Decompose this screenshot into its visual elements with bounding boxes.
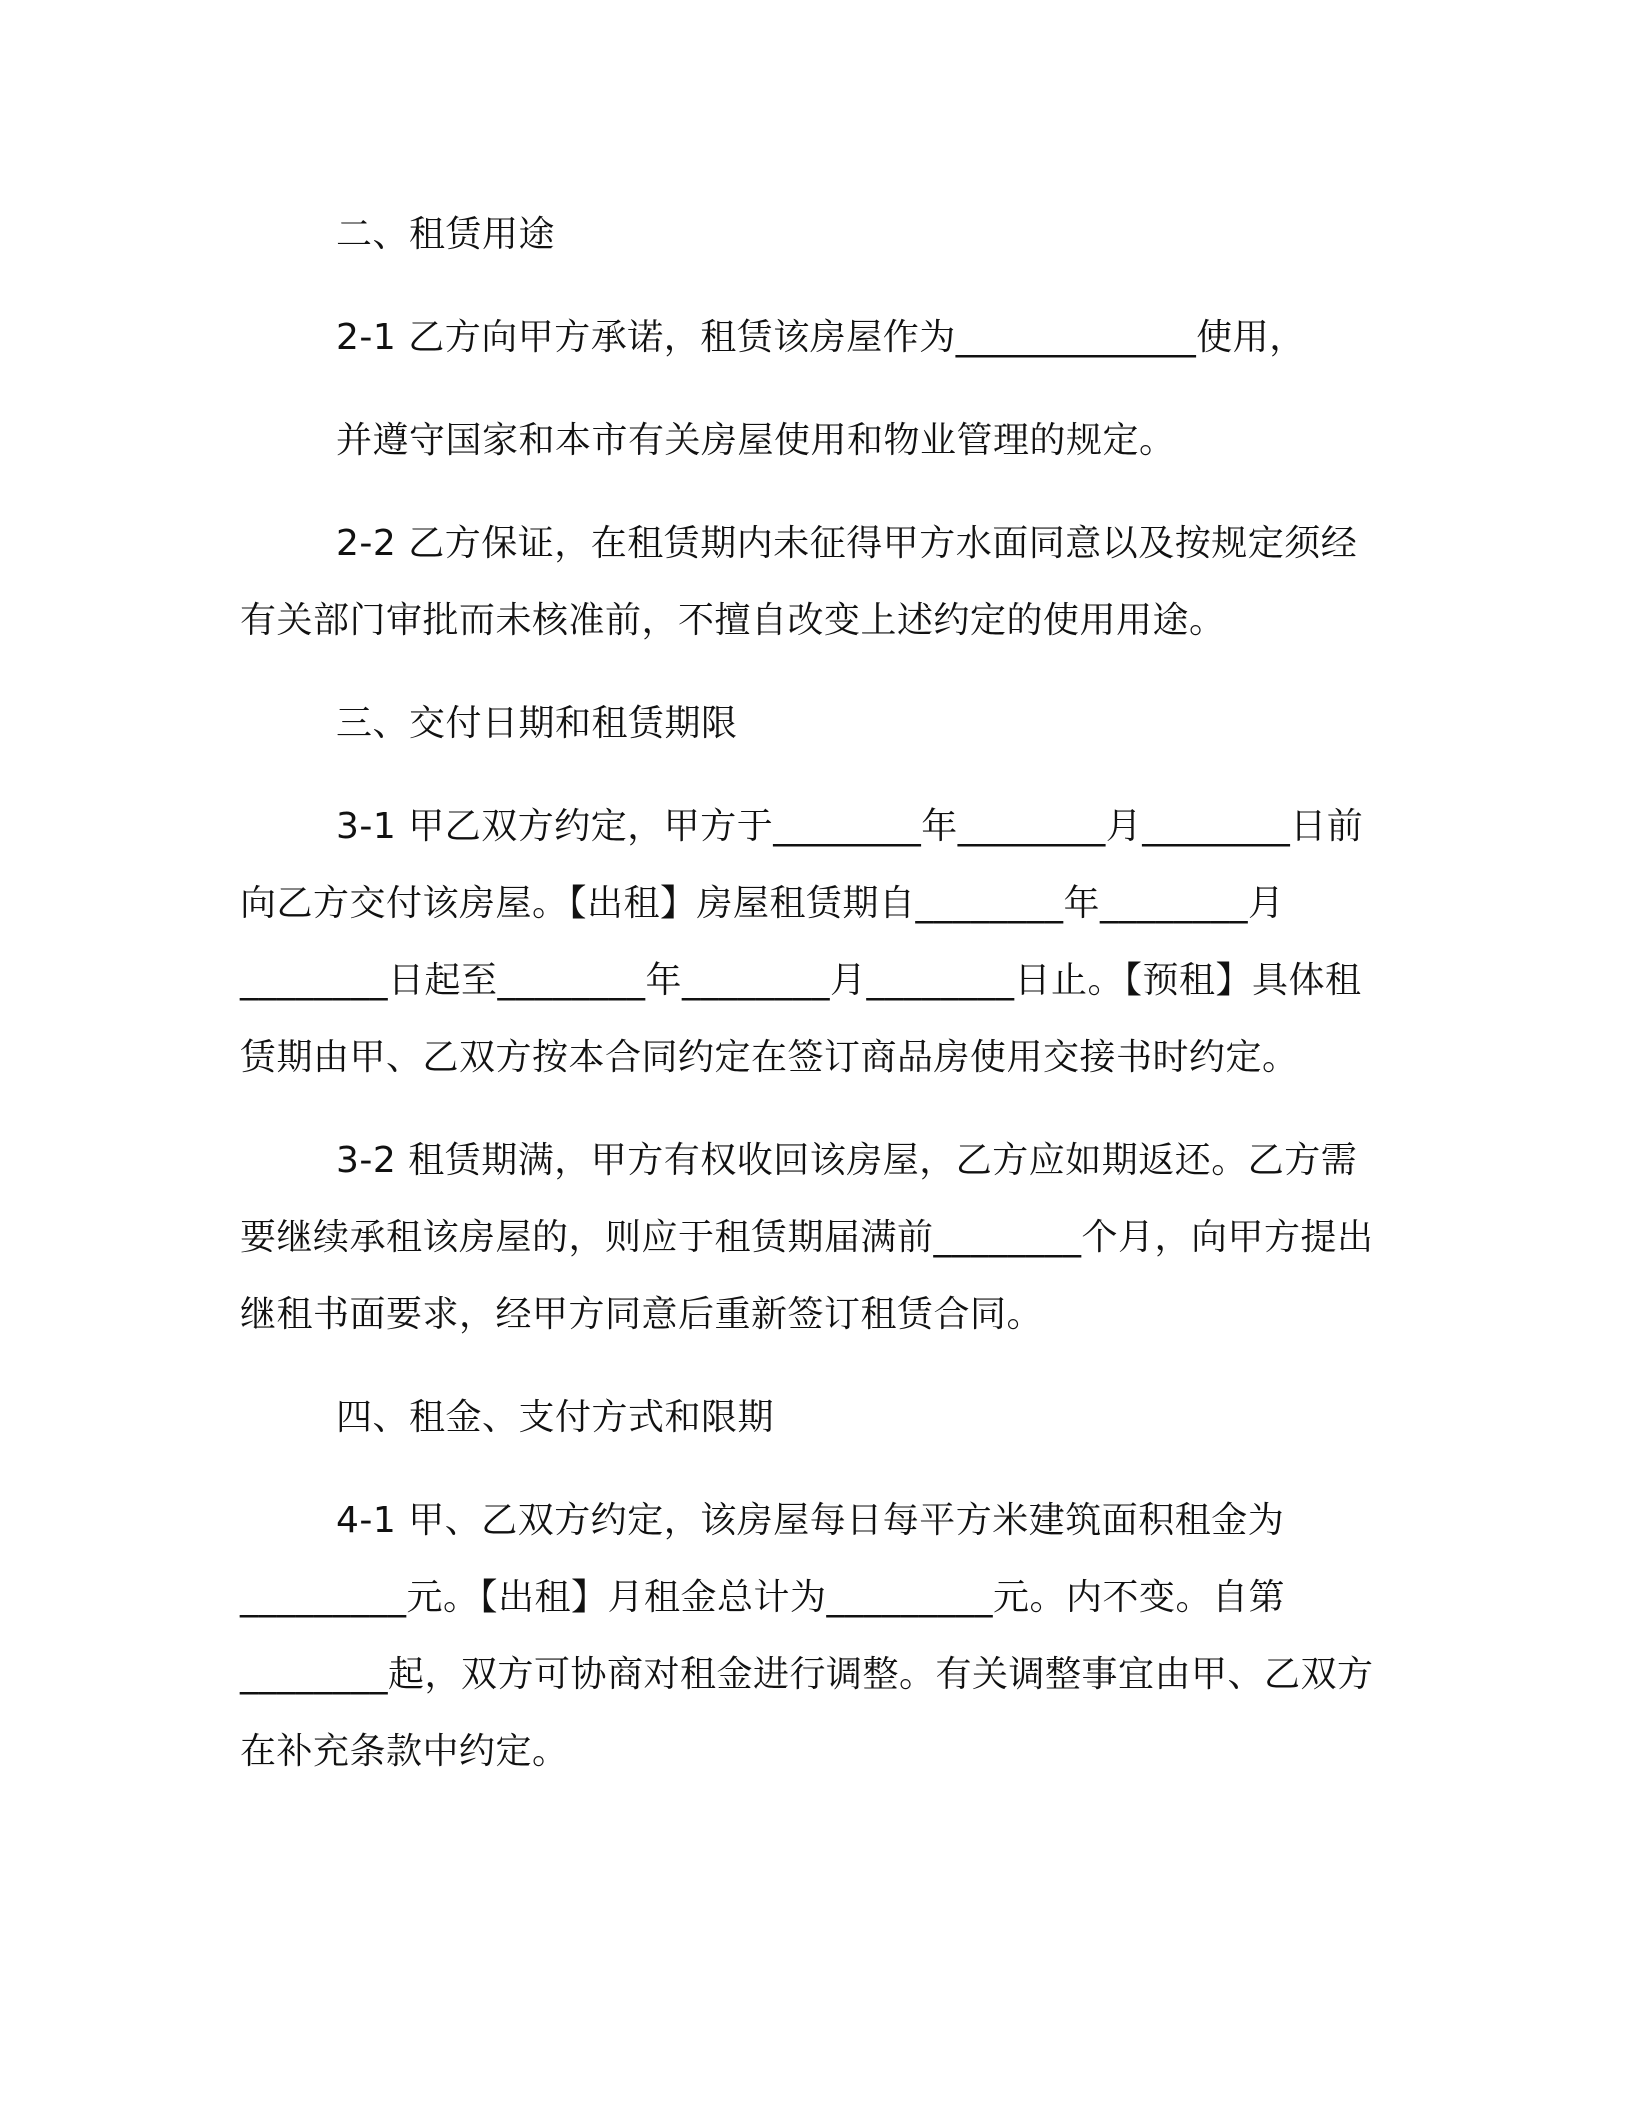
section-heading-rent: 四、租金、支付方式和限期 — [336, 1397, 775, 1438]
section-heading-usage: 二、租赁用途 — [336, 214, 556, 255]
clause-4-1: 4-1 甲、乙双方约定，该房屋每日每平方米建筑面积租金为_________元。【出租】月租金总计为_________元。内不变。自第________起，双方可协商对租金进行调整。有关调整事宜由甲、乙双方在补充条款中约定。 — [240, 1500, 1374, 1772]
clause-3-2: 3-2 租赁期满，甲方有权收回该房屋，乙方应如期返还。乙方需要继续承租该房屋的，则应于租赁期届满前________个月，向甲方提出继租书面要求，经甲方同意后重新签订租赁合同。 — [240, 1140, 1374, 1335]
clause-2-1: 2-1 乙方向甲方承诺，租赁该房屋作为_____________使用， — [336, 317, 1306, 358]
clause-2-2: 2-2 乙方保证，在租赁期内未征得甲方水面同意以及按规定须经有关部门审批而未核准前，不擅自改变上述约定的使用用途。 — [240, 523, 1358, 641]
clause-2-1-continued: 并遵守国家和本市有关房屋使用和物业管理的规定。 — [336, 420, 1176, 461]
section-heading-delivery: 三、交付日期和租赁期限 — [336, 703, 738, 744]
clause-3-1: 3-1 甲乙双方约定，甲方于________年________月________日前向乙方交付该房屋。【出租】房屋租赁期自________年________月________日起至________年________月________日止。【预租】具体租赁期由甲、乙双方按本合同约定在签订商品房使用交接书时约定。 — [240, 806, 1364, 1078]
document-body — [240, 196, 1390, 1790]
